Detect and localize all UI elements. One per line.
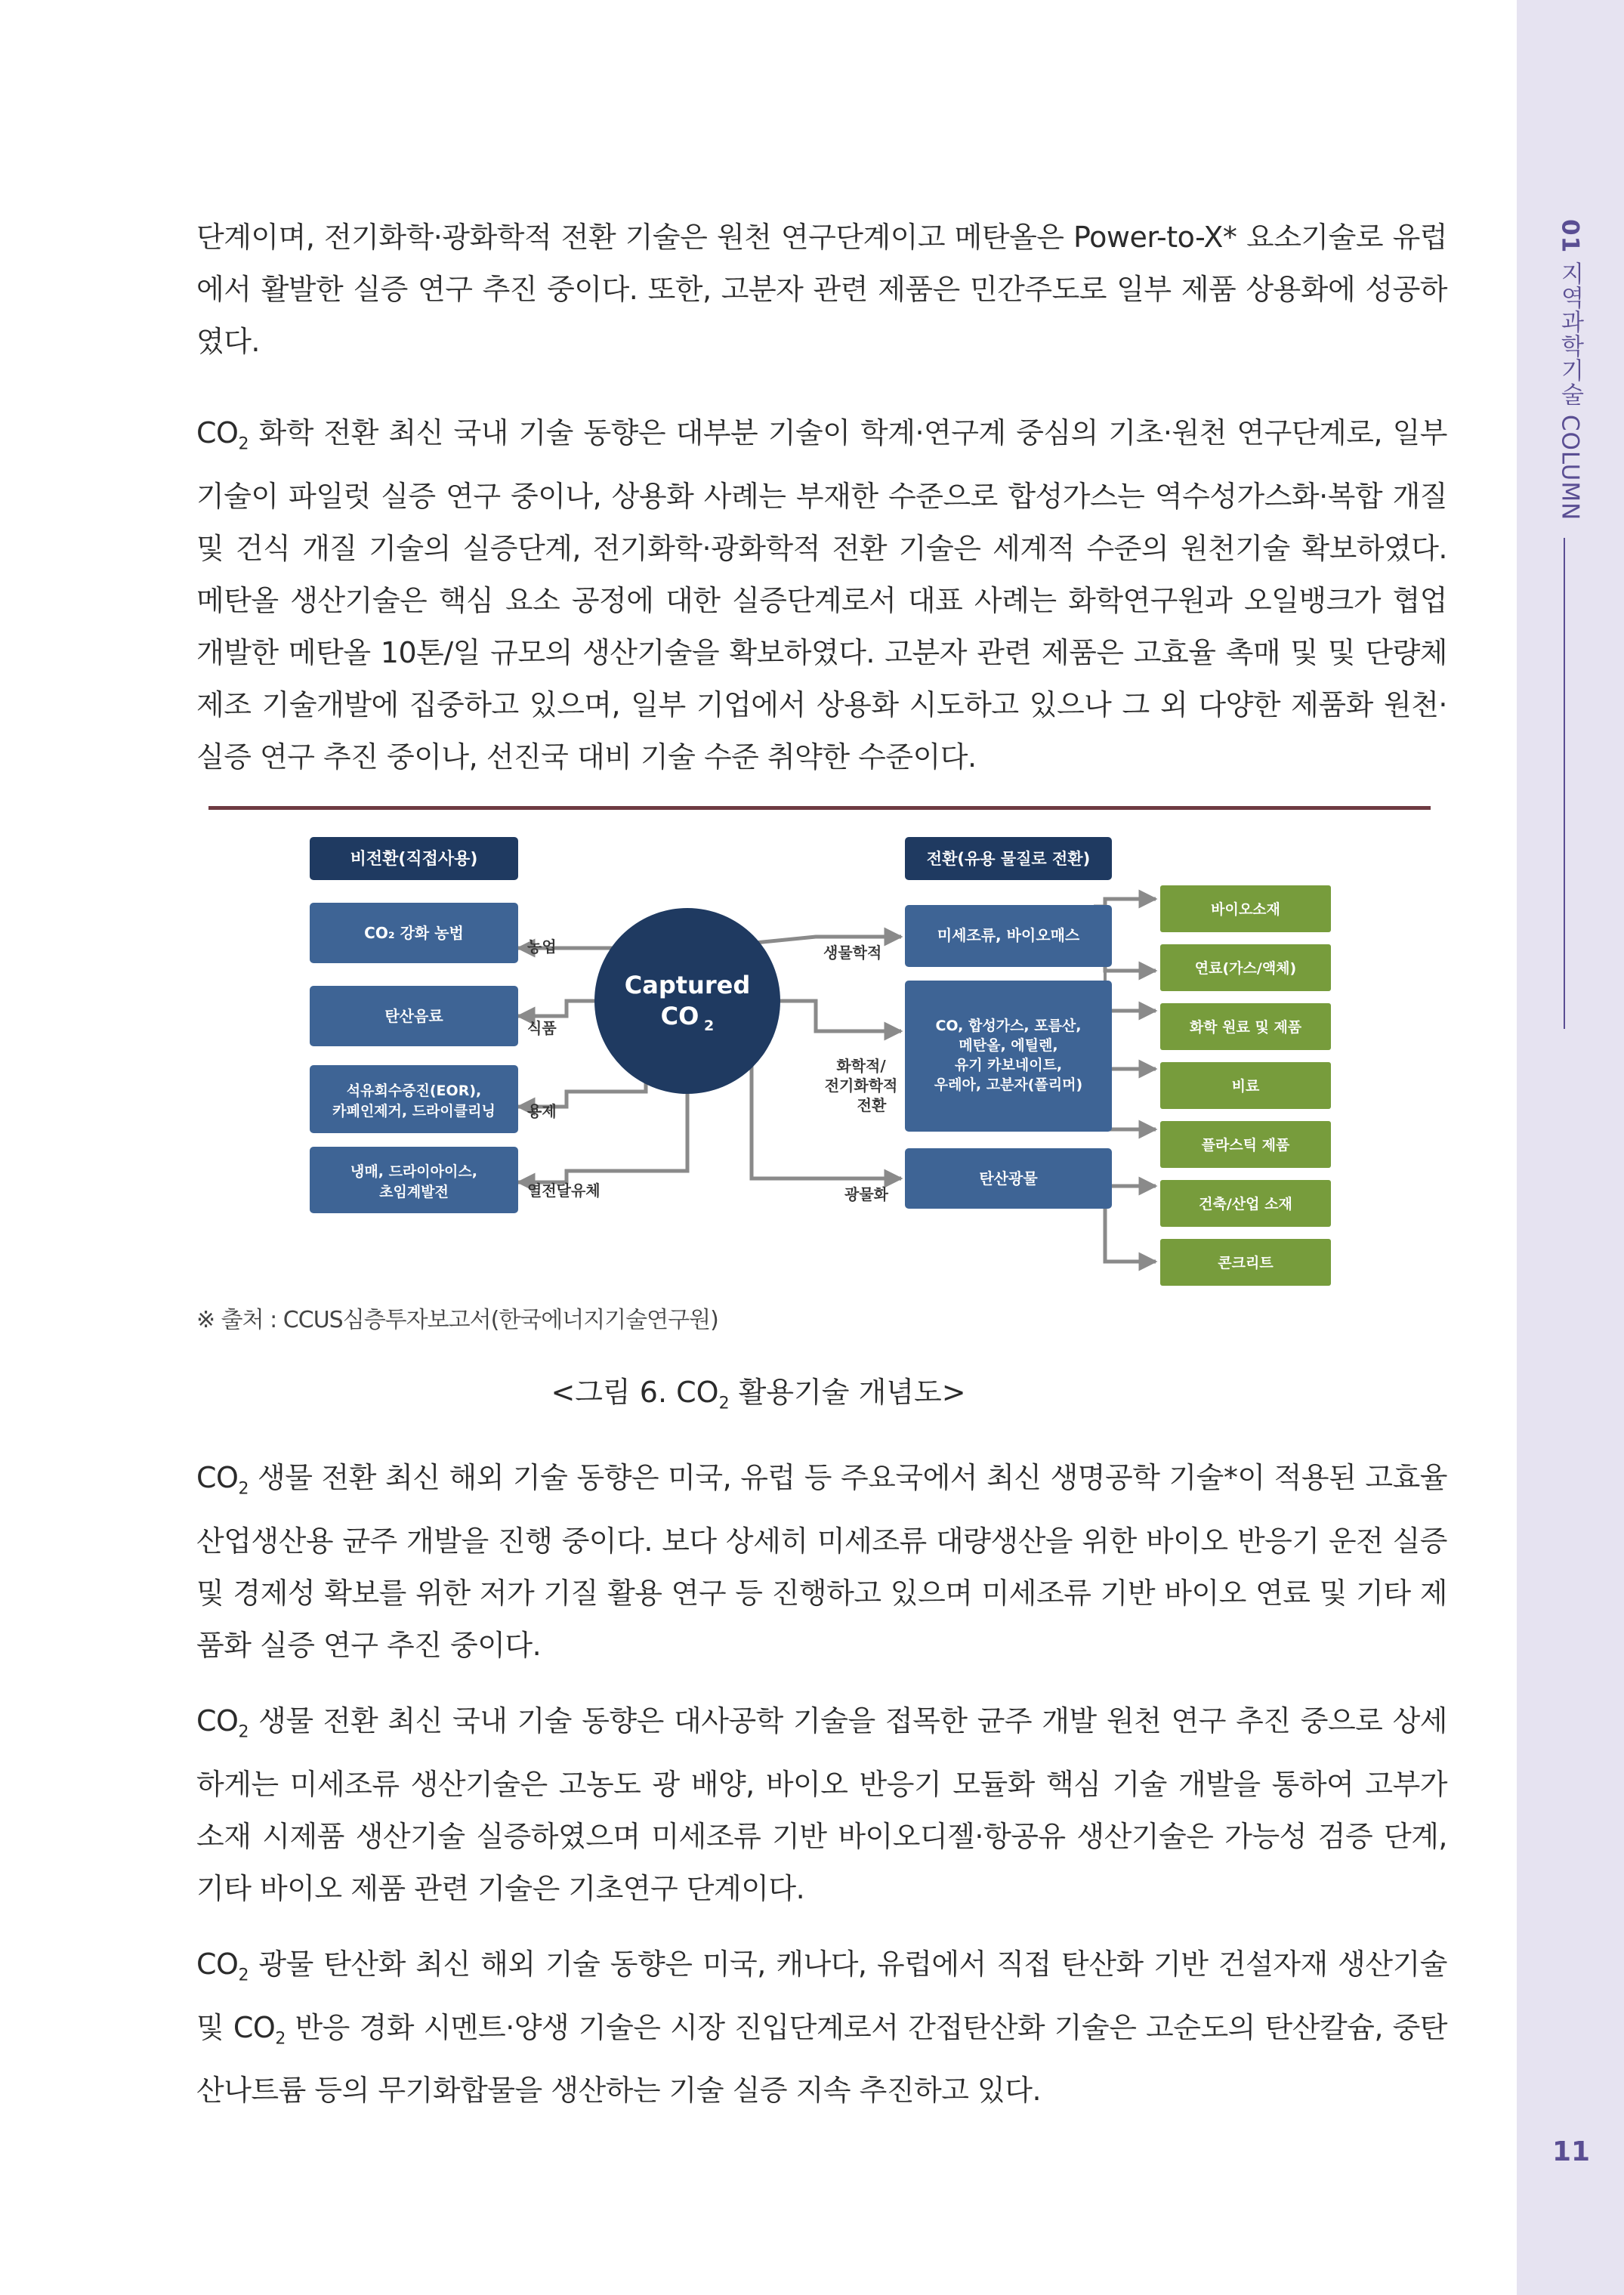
left-box-3-line1: 석유회수증진(EOR), xyxy=(346,1083,482,1099)
sidebar-rule xyxy=(1564,538,1565,1029)
mid-box-chem-line4: 우레아, 고분자(폴리머) xyxy=(934,1076,1083,1093)
mid-tag-bio: 생물학적 xyxy=(823,944,882,962)
figure-top-rule xyxy=(208,806,1431,810)
mid-tag-chem-line2: 전기화학적 xyxy=(824,1076,898,1095)
product-3-label: 화학 원료 및 제품 xyxy=(1189,1019,1302,1036)
mid-box-mineral-label: 탄산광물 xyxy=(979,1169,1038,1188)
mid-tag-chem-line1: 화학적/ xyxy=(836,1057,886,1075)
mid-box-chem xyxy=(905,981,1112,1132)
product-7-label: 콘크리트 xyxy=(1218,1255,1274,1271)
center-label-line2: CO xyxy=(660,1002,699,1030)
mid-tag-mineral: 광물화 xyxy=(844,1185,888,1203)
section-title: 01 지역과학기술 COLUMN xyxy=(1556,219,1584,521)
paragraph-5: $CO_2$ 광물 탄산화 최신 해외 기술 동향은 미국, 캐나다, 유럽에서 직접 탄산화 기반 건설자재 생산기술 및 $CO_2$ 반응 경화 시멘트·양생 기술은 시장 진입단계로서 간접탄산화 기술은 고순도의 탄산칼슘, 중탄산나트륨 등의 무기화합물을 생산하는 기술 실증 지속 추진하고 있다. xyxy=(196,1948,1448,2108)
captured-co2-circle xyxy=(594,908,780,1094)
mid-box-chem-line1: CO, 합성가스, 포름산, xyxy=(935,1018,1082,1034)
left-tag-2: 식품 xyxy=(527,1019,557,1037)
left-header: 비전환(직접사용) xyxy=(350,850,478,869)
mid-box-chem-line3: 유기 카보네이트, xyxy=(954,1057,1063,1073)
co2-utilization-diagram xyxy=(302,831,1360,1299)
left-box-2-label: 탄산음료 xyxy=(384,1007,443,1025)
figure-caption: <그림 6. $CO_2$ 활용기술 개념도> xyxy=(551,1376,966,1413)
product-5-label: 플라스틱 제품 xyxy=(1201,1137,1290,1154)
left-box-1-label: CO₂ 강화 농법 xyxy=(364,924,464,942)
figure-source-note: ※ 출처 : CCUS심층투자보고서(한국에너지기술연구원) xyxy=(196,1307,718,1333)
left-box-4-line1: 냉매, 드라이아이스, xyxy=(350,1163,477,1180)
left-box-3 xyxy=(310,1065,518,1133)
paragraph-2: $CO_2$ 화학 전환 최신 국내 기술 동향은 대부분 기술이 학계·연구계 중심의 기초·원천 연구단계로, 일부 기술이 파일럿 실증 연구 중이나, 상용화 사례는 부재한 수준으로 합성가스는 역수성가스화·복합 개질 및 건식 개질 기술의 실증단계, 전기화학·광화학적 전환 기술은 세계적 수준의 원천기술 확보하였다. 메탄올 생산기술은 핵심 요소 공정에 대한 실증단계로서 대표 사례는 화학연구원과 오일뱅크가 협업 개발한 메탄올 10톤/일 규모의 생산기술을 확보하였다. 고분자 관련 제품은 고효율 촉매 및 및 단량체 제조 기술개발에 집중하고 있으며, 일부 기업에서 상용화 시도하고 있으나 그 외 다양한 제품화 원천·실증 연구 추진 중이나, 선진국 대비 기술 수준 취약한 수준이다. xyxy=(196,416,1447,774)
product-4-label: 비료 xyxy=(1231,1078,1260,1095)
left-tag-3: 용제 xyxy=(527,1102,557,1120)
left-tag-4: 열전달유체 xyxy=(527,1181,601,1200)
mid-box-chem-line2: 메탄올, 에틸렌, xyxy=(959,1037,1058,1054)
product-2-label: 연료(가스/액체) xyxy=(1194,960,1297,977)
center-label-sub: 2 xyxy=(704,1018,715,1034)
mid-box-bio-label: 미세조류, 바이오매스 xyxy=(937,926,1080,944)
left-box-4 xyxy=(310,1147,518,1213)
left-tag-1: 농업 xyxy=(527,937,557,956)
page-number: 11 xyxy=(1551,2136,1591,2167)
right-header: 전환(유용 물질로 전환) xyxy=(926,850,1091,868)
paragraph-3: $CO_2$ 생물 전환 최신 해외 기술 동향은 미국, 유럽 등 주요국에서 최신 생명공학 기술*이 적용된 고효율 산업생산용 균주 개발을 진행 중이다. 보다 상세히 미세조류 대량생산을 위한 바이오 반응기 운전 실증 및 경제성 확보를 위한 저가 기질 활용 연구 등 진행하고 있으며 미세조류 기반 바이오 연료 및 기타 제품화 실증 연구 추진 중이다. xyxy=(196,1461,1447,1662)
product-6-label: 건축/산업 소재 xyxy=(1199,1196,1292,1212)
product-1-label: 바이오소재 xyxy=(1211,901,1280,918)
left-box-3-line2: 카페인제거, 드라이클리닝 xyxy=(332,1103,496,1120)
paragraph-4: $CO_2$ 생물 전환 최신 국내 기술 동향은 대사공학 기술을 접목한 균주 개발 원천 연구 추진 중으로 상세하게는 미세조류 생산기술은 고농도 광 배양, 바이오 반응기 모듈화 핵심 기술 개발을 통하여 고부가 소재 시제품 생산기술 실증하였으며 미세조류 기반 바이오디젤·항공유 생산기술은 가능성 검증 단계, 기타 바이오 제품 관련 기술은 기초연구 단계이다. xyxy=(196,1704,1447,1905)
mid-tag-chem-line3: 전환 xyxy=(857,1096,887,1114)
left-box-4-line2: 초임계발전 xyxy=(379,1184,449,1200)
paragraph-1: 단계이며, 전기화학·광화학적 전환 기술은 원천 연구단계이고 메탄올은 Power-to-X* 요소기술로 유럽에서 활발한 실증 연구 추진 중이다. 또한, 고분자 관련 제품은 민간주도로 일부 제품 상용화에 성공하였다. xyxy=(196,221,1447,358)
center-label-line1: Captured xyxy=(624,971,751,999)
